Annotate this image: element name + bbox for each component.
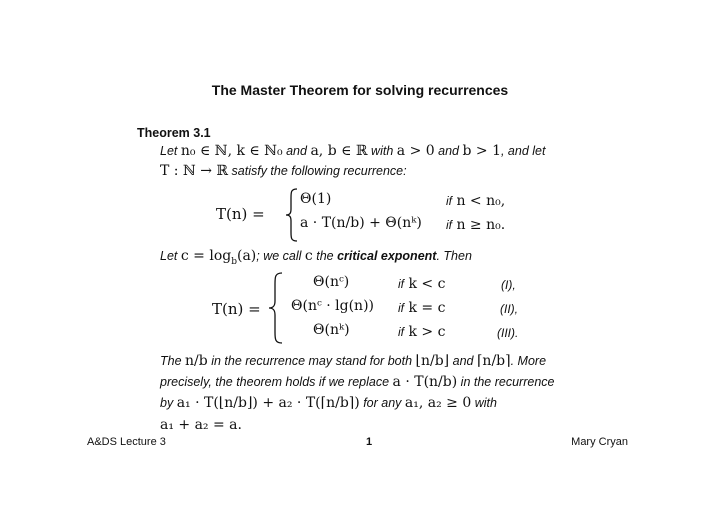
hyp-n0-k: n₀ ∈ ℕ, k ∈ ℕ₀ <box>180 143 283 159</box>
if-word: if <box>398 301 404 315</box>
the-word: the <box>316 249 334 263</box>
solution-row-1-expr: Θ(nᶜ) <box>313 274 350 290</box>
hyp-b-gt-1: b > 1 <box>462 143 501 159</box>
if-word: if <box>446 194 452 208</box>
remark-line-1: The n/b in the recurrence may stand for both ⌊n/b⌋ and ⌈n/b⌉. More <box>160 353 547 369</box>
floor-n-over-b: ⌊n/b⌋ <box>415 353 450 369</box>
theorem-label: Theorem 3.1 <box>137 126 211 140</box>
ceil-n-over-b: ⌈n/b⌉ <box>476 353 511 369</box>
solution-row-3-cond <box>398 323 445 341</box>
with-word: with <box>371 144 394 158</box>
critical-exponent-term: critical exponent <box>337 249 437 263</box>
solution-row-1-cond <box>398 275 445 293</box>
and-word: and <box>286 144 307 158</box>
theorem-line-2 <box>160 163 407 179</box>
hyp-a-b: a, b ∈ ℝ <box>310 143 368 159</box>
footer-page-number: 1 <box>366 436 373 448</box>
and-let: , and let <box>500 144 546 158</box>
solution-row-2-cond <box>398 299 445 317</box>
recurrence-lhs: T(n) = <box>216 205 265 223</box>
page-title: The Master Theorem for solving recurrences <box>211 82 509 98</box>
condition: n < n₀, <box>456 193 506 209</box>
condition: k < c <box>408 276 446 292</box>
condition: n ≥ n₀. <box>456 217 506 233</box>
a1-a2-nonneg: a₁, a₂ ≥ 0 <box>404 395 472 411</box>
let-word: Let <box>160 144 178 158</box>
hyp-a-pos: a > 0 <box>396 143 435 159</box>
critical-exponent-line <box>160 248 472 267</box>
solution-brace <box>268 272 284 344</box>
a-t-n-over-b: a · T(n/b) <box>392 374 458 390</box>
solution-lhs: T(n) = <box>212 300 261 318</box>
footer-author: Mary Cryan <box>571 436 628 448</box>
recurrence-case-1-expr: Θ(1) <box>300 191 332 207</box>
we-call: ; we call <box>256 249 302 263</box>
recurrence-case-2-cond <box>446 216 505 234</box>
c-symbol: c <box>304 248 313 264</box>
function-signature: T : ℕ → ℝ <box>160 163 229 179</box>
solution-row-3-label: (III). <box>497 326 519 340</box>
remark-line-3: by a₁ · T(⌊n/b⌋) + a₂ · T(⌈n/b⌉) for any a₁, a₂ ≥ 0 with <box>160 395 497 411</box>
if-word: if <box>398 277 404 291</box>
let-word: Let <box>160 249 178 263</box>
satisfy-text: satisfy the following recurrence: <box>231 164 407 178</box>
remark-line-2: precisely, the theorem holds if we replace a · T(n/b) in the recurrence <box>160 374 555 390</box>
n-over-b: n/b <box>185 353 208 369</box>
if-word: if <box>446 218 452 232</box>
footer-lecture: A&DS Lecture 3 <box>87 436 166 448</box>
recurrence-case-1-cond <box>446 192 505 210</box>
theorem-line-1 <box>160 143 545 159</box>
solution-row-2-expr: Θ(nᶜ · lg(n)) <box>291 298 374 314</box>
remark-line-4 <box>160 416 242 434</box>
then-word: . Then <box>436 249 472 263</box>
condition: k = c <box>408 300 446 316</box>
solution-row-3-expr: Θ(nᵏ) <box>313 322 350 338</box>
split-recurrence: a₁ · T(⌊n/b⌋) + a₂ · T(⌈n/b⌉) <box>176 395 360 411</box>
if-word: if <box>398 325 404 339</box>
solution-row-1-label: (I), <box>501 278 516 292</box>
a1-plus-a2: a₁ + a₂ = a. <box>160 417 242 433</box>
c-definition: $c = \log_b(a)$ <box>180 248 257 267</box>
recurrence-case-2-expr: a · T(n/b) + Θ(nᵏ) <box>300 215 422 231</box>
solution-row-2-label: (II), <box>500 302 518 316</box>
and-word-2: and <box>438 144 459 158</box>
condition: k > c <box>408 324 446 340</box>
recurrence-brace <box>285 188 299 242</box>
